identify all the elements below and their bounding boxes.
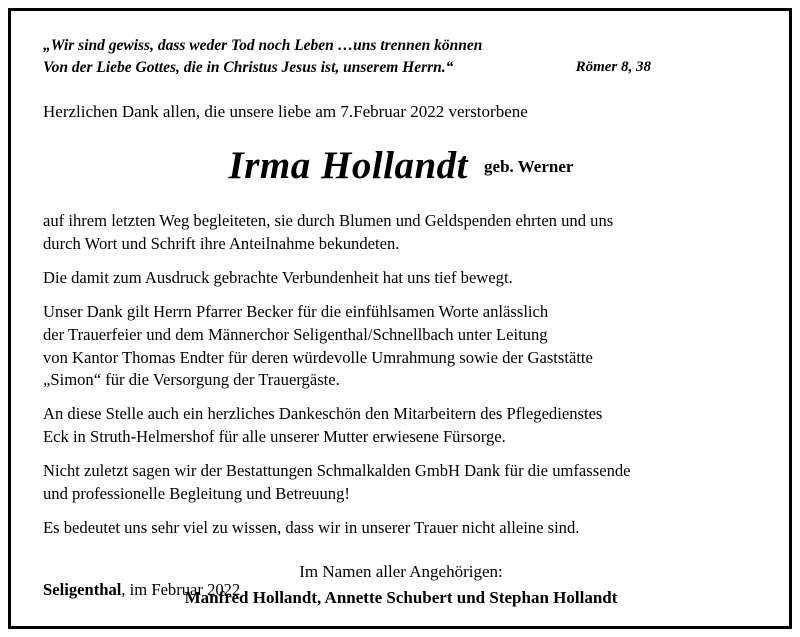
footer-place: Seligenthal [43,580,122,599]
paragraph-line: Unser Dank gilt Herrn Pfarrer Becker für die einfühlsamen Worte anlässlich [43,301,549,321]
paragraph-line: auf ihrem letzten Weg begleiteten, sie durch Blumen und Geldspenden ehrten und uns [43,211,614,231]
deceased-maiden-name: geb. Werner [484,157,574,177]
deceased-name-block [43,143,759,188]
paragraph [43,403,759,449]
footer-date: , im Februar 2022 [121,580,241,599]
paragraph [43,301,759,393]
paragraph [43,517,759,540]
paragraph-line: Die damit zum Ausdruck gebrachte Verbundenheit hat uns tief bewegt. [43,267,513,287]
paragraph-line: von Kantor Thomas Endter für deren würdevolle Umrahmung sowie der Gaststätte [43,347,593,367]
card-border [8,8,792,629]
paragraph-line: Eck in Struth-Helmershof für alle unserer Mutter erwiesene Fürsorge. [43,427,506,447]
footer-line [43,580,240,600]
paragraph-line: „Simon“ für die Versorgung der Trauergäste. [43,370,340,390]
paragraph-line: Nicht zuletzt sagen wir der Bestattungen Schmalkalden GmbH Dank für die umfassende [43,461,631,481]
deceased-name: Irma Hollandt [228,144,469,188]
bible-verse [43,35,759,79]
paragraph [43,210,759,256]
on-behalf-text: Im Namen aller Angehörigen: [299,561,503,581]
family-names: Manfred Hollandt, Annette Schubert und Stephan Hollandt [184,587,618,607]
intro-text: Herzlichen Dank allen, die unsere liebe am 7.Februar 2022 verstorbene [43,102,528,121]
verse-reference: Römer 8, 38 [575,59,651,75]
verse-line-2: Von der Liebe Gottes, die in Christus Jesus ist, unserem Herrn.“ [43,59,454,76]
paragraph [43,267,759,290]
paragraph-line: der Trauerfeier und dem Männerchor Seligenthal/Schnellbach unter Leitung [43,324,548,344]
verse-line-1: „Wir sind gewiss, dass weder Tod noch Leben …uns trennen können [43,37,483,54]
paragraph-line: und professionelle Begleitung und Betreuung! [43,484,350,503]
card-content [11,11,789,626]
paragraph-line: An diese Stelle auch ein herzliches Dankeschön den Mitarbeitern des Pflegedienstes [43,404,603,424]
paragraph-line: durch Wort und Schrift ihre Anteilnahme bekundeten. [43,233,400,253]
paragraph [43,460,759,506]
paragraph-line: Es bedeutet uns sehr viel zu wissen, dass wir in unserer Trauer nicht alleine sind. [43,517,580,537]
body-text [43,210,759,540]
